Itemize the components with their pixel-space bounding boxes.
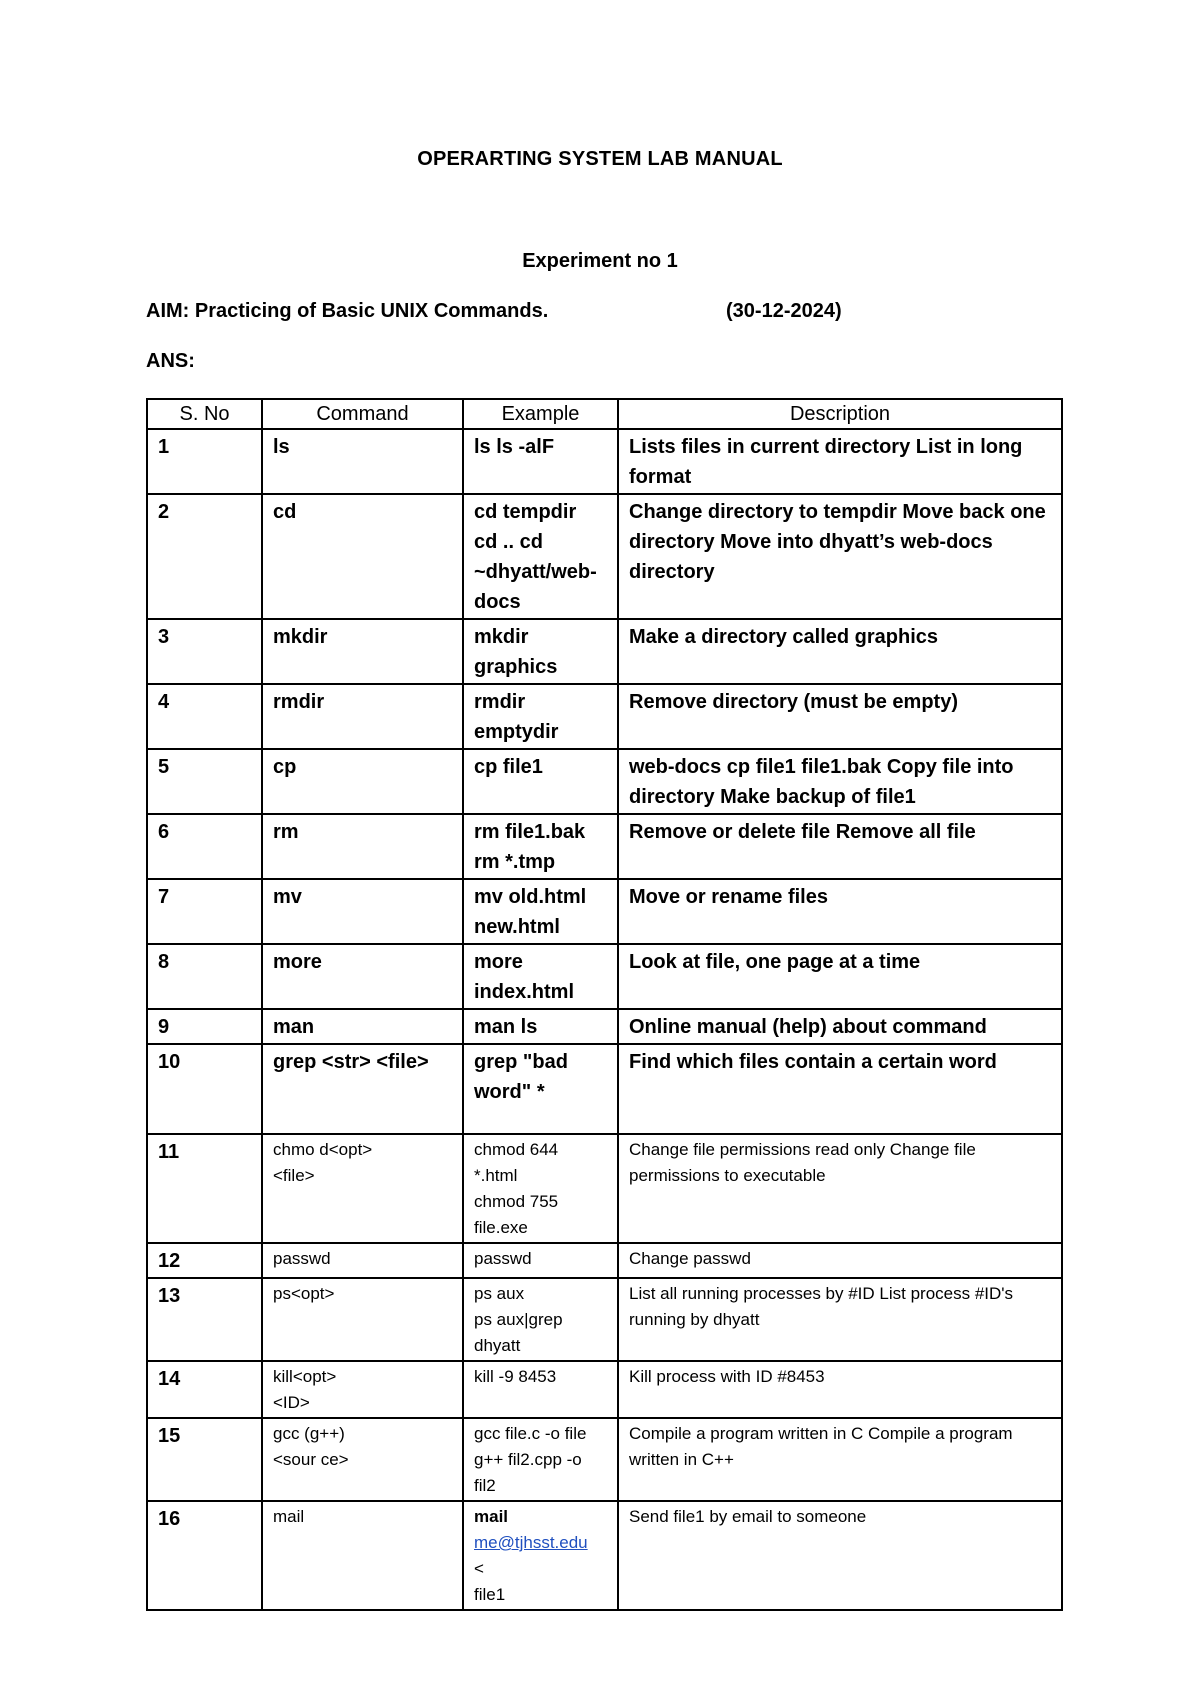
description-text: web-docs cp file1 file1.bak Copy file into directory Make backup of file1 [629,756,1014,808]
cell-example [463,1044,618,1134]
sno-text: 8 [158,951,170,973]
cell-sno [147,814,262,879]
cell-command [262,1361,463,1418]
cell-description [618,1418,1062,1501]
description-text: Send file1 by email to someone [629,1507,867,1526]
cell-sno [147,1501,262,1610]
description-text: Look at file, one page at a time [629,951,921,973]
cell-command [262,1134,463,1243]
cell-command [262,879,463,944]
header-command: Command [262,399,463,429]
example-text: cd tempdir cd .. cd ~dhyatt/web- docs [474,501,597,613]
header-example: Example [463,399,618,429]
example-text: rmdir emptydir [474,691,559,743]
command-text: gcc (g++) <sour ce> [273,1424,349,1469]
ans-label: ANS: [146,350,195,372]
cell-sno [147,1044,262,1134]
header-sno: S. No [147,399,262,429]
sno-text: 13 [158,1285,181,1307]
cell-description [618,1044,1062,1134]
cell-example [463,1501,618,1610]
description-text: Remove directory (must be empty) [629,691,958,713]
cell-description [618,944,1062,1009]
sno-text: 5 [158,756,170,778]
cell-sno [147,494,262,619]
cell-sno [147,619,262,684]
cell-description [618,429,1062,494]
command-text: chmo d<opt> <file> [273,1140,373,1185]
sno-text: 10 [158,1051,181,1073]
cell-description [618,1134,1062,1243]
cell-command [262,944,463,1009]
sno-text: 3 [158,626,170,648]
command-text: cp [273,756,297,778]
table-row [147,1243,1062,1278]
cell-description [618,1243,1062,1278]
cell-example [463,1243,618,1278]
table-row [147,1361,1062,1418]
example-text: chmod 644 *.html chmod 755 file.exe [474,1140,559,1237]
cell-example [463,879,618,944]
example-text: mail [474,1507,509,1526]
example-text: mkdir graphics [474,626,558,678]
cell-command [262,1501,463,1610]
header-description: Description [618,399,1062,429]
sno-text: 6 [158,821,170,843]
document-title: OPERARTING SYSTEM LAB MANUAL [417,148,783,170]
cell-example [463,619,618,684]
description-text: Kill process with ID #8453 [629,1367,825,1386]
cell-description [618,494,1062,619]
cell-sno [147,684,262,749]
cell-command [262,1278,463,1361]
table-row [147,619,1062,684]
description-text: Change passwd [629,1249,751,1268]
sno-text: 11 [158,1141,180,1163]
commands-table [146,398,1063,1611]
description-text: Change directory to tempdir Move back one directory Move into dhyatt’s web-docs directory [629,501,1046,583]
cell-command [262,749,463,814]
cell-example [463,1134,618,1243]
cell-example [463,429,618,494]
description-text: List all running processes by #ID List process #ID's running by dhyatt [629,1284,1014,1329]
table-row [147,1009,1062,1044]
cell-sno [147,749,262,814]
example-text: man ls [474,1016,538,1038]
description-text: Move or rename files [629,886,828,908]
command-text: grep <str> <file> [273,1051,429,1073]
sno-text: 4 [158,691,170,713]
command-text: ls [273,436,290,458]
example-text: < file1 [474,1559,506,1604]
cell-sno [147,1009,262,1044]
command-text: man [273,1016,315,1038]
cell-command [262,429,463,494]
cell-description [618,814,1062,879]
cell-example [463,814,618,879]
cell-example [463,1361,618,1418]
cell-example [463,1418,618,1501]
cell-command [262,494,463,619]
example-text: passwd [474,1249,532,1268]
cell-command [262,814,463,879]
command-text: mail [273,1507,305,1526]
table-row [147,749,1062,814]
cell-sno [147,879,262,944]
sno-text: 15 [158,1425,181,1447]
cell-sno [147,1134,262,1243]
command-text: mkdir [273,626,328,648]
cell-command [262,684,463,749]
table-row [147,944,1062,1009]
description-text: Make a directory called graphics [629,626,939,648]
example-text: kill -9 8453 [474,1367,557,1386]
cell-sno [147,1278,262,1361]
description-text: Lists files in current directory List in long format [629,436,1023,488]
cell-example [463,749,618,814]
cell-command [262,1009,463,1044]
table-row [147,684,1062,749]
cell-description [618,1278,1062,1361]
cell-command [262,1243,463,1278]
example-text: ls ls -alF [474,436,555,458]
aim-line [146,300,842,323]
sno-text: 9 [158,1016,170,1038]
cell-description [618,1501,1062,1610]
cell-sno [147,944,262,1009]
example-text: mv old.html new.html [474,886,587,938]
sno-text: 16 [158,1508,181,1530]
example-text: gcc file.c -o file g++ fil2.cpp -o fil2 [474,1424,587,1495]
example-text: more index.html [474,951,575,1003]
cell-example [463,944,618,1009]
cell-description [618,1009,1062,1044]
cell-example [463,1009,618,1044]
command-text: kill<opt> <ID> [273,1367,337,1412]
cell-example [463,1278,618,1361]
aim-text: AIM: Practicing of Basic UNIX Commands. [146,300,549,322]
command-text: ps<opt> [273,1284,335,1303]
table-row [147,1418,1062,1501]
command-text: mv [273,886,302,908]
command-text: passwd [273,1249,331,1268]
cell-sno [147,1361,262,1418]
command-text: rmdir [273,691,325,713]
table-row [147,1278,1062,1361]
cell-command [262,1418,463,1501]
cell-sno [147,429,262,494]
sno-text: 14 [158,1368,181,1390]
sno-text: 1 [158,436,170,458]
description-text: Online manual (help) about command [629,1016,987,1038]
cell-sno [147,1243,262,1278]
command-text: cd [273,501,297,523]
description-text: Change file permissions read only Change file permissions to executable [629,1140,976,1185]
example-text: rm file1.bak rm *.tmp [474,821,586,873]
sno-text: 2 [158,501,170,523]
table-row [147,814,1062,879]
cell-description [618,879,1062,944]
example-text: grep "bad word" * [474,1051,568,1103]
cell-command [262,1044,463,1134]
cell-sno [147,1418,262,1501]
example-text: cp file1 [474,756,543,778]
sno-text: 12 [158,1250,181,1272]
cell-description [618,619,1062,684]
cell-example [463,684,618,749]
email-link[interactable]: me@tjhsst.edu [474,1533,588,1552]
table-row [147,1044,1062,1134]
table-row [147,429,1062,494]
example-text: ps aux ps aux|grep dhyatt [474,1284,563,1355]
table-row [147,1501,1062,1610]
description-text: Remove or delete file Remove all file [629,821,976,843]
table-row [147,1134,1062,1243]
table-row [147,879,1062,944]
cell-description [618,684,1062,749]
description-text: Compile a program written in C Compile a program written in C++ [629,1424,1013,1469]
cell-description [618,749,1062,814]
cell-command [262,619,463,684]
table-header-row [147,399,1062,429]
aim-date: (30-12-2024) [726,300,842,322]
cell-example [463,494,618,619]
table-row [147,494,1062,619]
cell-description [618,1361,1062,1418]
description-text: Find which files contain a certain word [629,1051,997,1073]
command-text: rm [273,821,299,843]
command-text: more [273,951,322,973]
sno-text: 7 [158,886,170,908]
experiment-heading: Experiment no 1 [522,250,678,272]
